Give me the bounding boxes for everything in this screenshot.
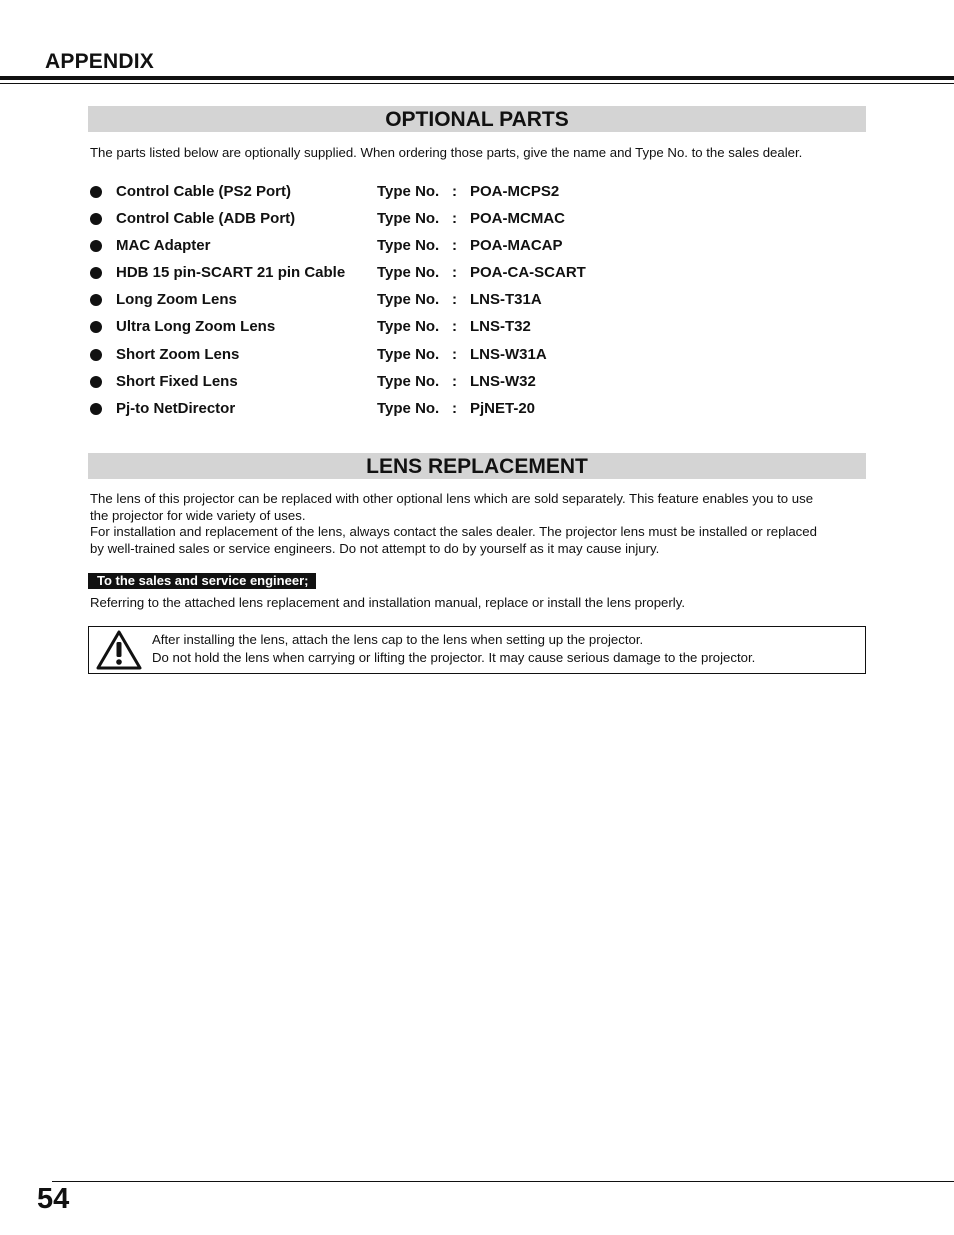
warning-line: After installing the lens, attach the lens cap to the lens when setting up the projector. — [152, 632, 644, 647]
bullet-icon — [90, 403, 102, 415]
type-number: LNS-W32 — [470, 372, 536, 390]
paragraph-line: For installation and replacement of the lens, always contact the sales dealer. The projector lens must be installed or replaced — [90, 524, 817, 539]
type-label: Type No. — [377, 183, 440, 200]
type-label: Type No. — [377, 237, 440, 255]
part-row — [88, 316, 688, 343]
part-name: HDB 15 pin-SCART 21 pin Cable — [116, 264, 346, 282]
engineer-tag: To the sales and service engineer; — [88, 573, 316, 589]
header-rule-thin — [0, 83, 954, 84]
part-name: Ultra Long Zoom Lens — [116, 318, 276, 336]
bullet-icon — [90, 376, 102, 388]
type-label: Type No. — [377, 372, 440, 390]
type-number: POA-MACAP — [470, 237, 563, 255]
bullet-icon — [90, 294, 102, 306]
type-colon: : — [452, 318, 457, 336]
type-label: Type No. — [377, 264, 440, 282]
warning-triangle-icon — [96, 630, 142, 670]
part-row — [88, 235, 688, 262]
warning-text — [152, 631, 755, 667]
engineer-note: Referring to the attached lens replacement and installation manual, replace or install the lens properly. — [90, 595, 685, 610]
type-colon: : — [452, 264, 457, 282]
optional-parts-title: OPTIONAL PARTS — [88, 106, 866, 132]
paragraph-line: by well-trained sales or service engineers. Do not attempt to do by yourself as it may cause injury. — [90, 540, 660, 556]
part-row — [88, 398, 688, 425]
type-label: Type No. — [377, 291, 440, 309]
type-label: Type No. — [377, 399, 440, 417]
bullet-icon — [90, 267, 102, 279]
warning-line: Do not hold the lens when carrying or lifting the projector. It may cause serious damage to the projector. — [152, 650, 756, 665]
part-name: Long Zoom Lens — [116, 291, 237, 309]
bullet-icon — [90, 213, 102, 225]
part-name: Short Zoom Lens — [116, 345, 240, 363]
header-rule-thick — [0, 76, 954, 80]
part-row — [88, 208, 688, 235]
type-label: Type No. — [377, 210, 440, 228]
type-colon: : — [452, 399, 457, 417]
type-number: POA-MCMAC — [470, 210, 565, 228]
type-label: Type No. — [377, 318, 440, 336]
type-label: Type No. — [377, 345, 440, 363]
type-colon: : — [452, 372, 457, 390]
type-number: POA-CA-SCART — [470, 264, 586, 282]
bullet-icon — [90, 349, 102, 361]
page-number: 54 — [37, 1183, 70, 1215]
lens-replacement-paragraph — [90, 491, 868, 557]
part-name: Pj-to NetDirector — [116, 399, 236, 417]
part-row — [88, 371, 688, 398]
optional-parts-intro: The parts listed below are optionally supplied. When ordering those parts, give the name and Type No. to the sales dealer. — [90, 145, 803, 160]
warning-box — [88, 626, 866, 674]
part-name: Control Cable (PS2 Port) — [116, 183, 292, 200]
type-number: LNS-W31A — [470, 345, 547, 363]
part-row — [88, 262, 688, 289]
part-name: Control Cable (ADB Port) — [116, 210, 296, 228]
lens-replacement-title: LENS REPLACEMENT — [88, 453, 866, 479]
type-colon: : — [452, 345, 457, 363]
part-name: Short Fixed Lens — [116, 372, 238, 390]
bullet-icon — [90, 186, 102, 198]
section-header-appendix: APPENDIX — [45, 50, 154, 73]
paragraph-line: The lens of this projector can be replaced with other optional lens which are sold separately. This feature enables you to use — [90, 491, 814, 506]
part-row — [88, 344, 688, 371]
type-number: PjNET-20 — [470, 399, 536, 417]
type-colon: : — [452, 183, 457, 200]
part-name: MAC Adapter — [116, 237, 211, 255]
part-row — [88, 181, 688, 208]
paragraph-line: the projector for wide variety of uses. — [90, 507, 306, 523]
type-number: LNS-T32 — [470, 318, 531, 336]
type-colon: : — [452, 210, 457, 228]
footer-rule — [52, 1181, 954, 1182]
type-colon: : — [452, 237, 457, 255]
bullet-icon — [90, 240, 102, 252]
optional-parts-list — [88, 181, 688, 425]
type-colon: : — [452, 291, 457, 309]
type-number: LNS-T31A — [470, 291, 542, 309]
type-number: POA-MCPS2 — [470, 183, 560, 200]
bullet-icon — [90, 321, 102, 333]
part-row — [88, 289, 688, 316]
